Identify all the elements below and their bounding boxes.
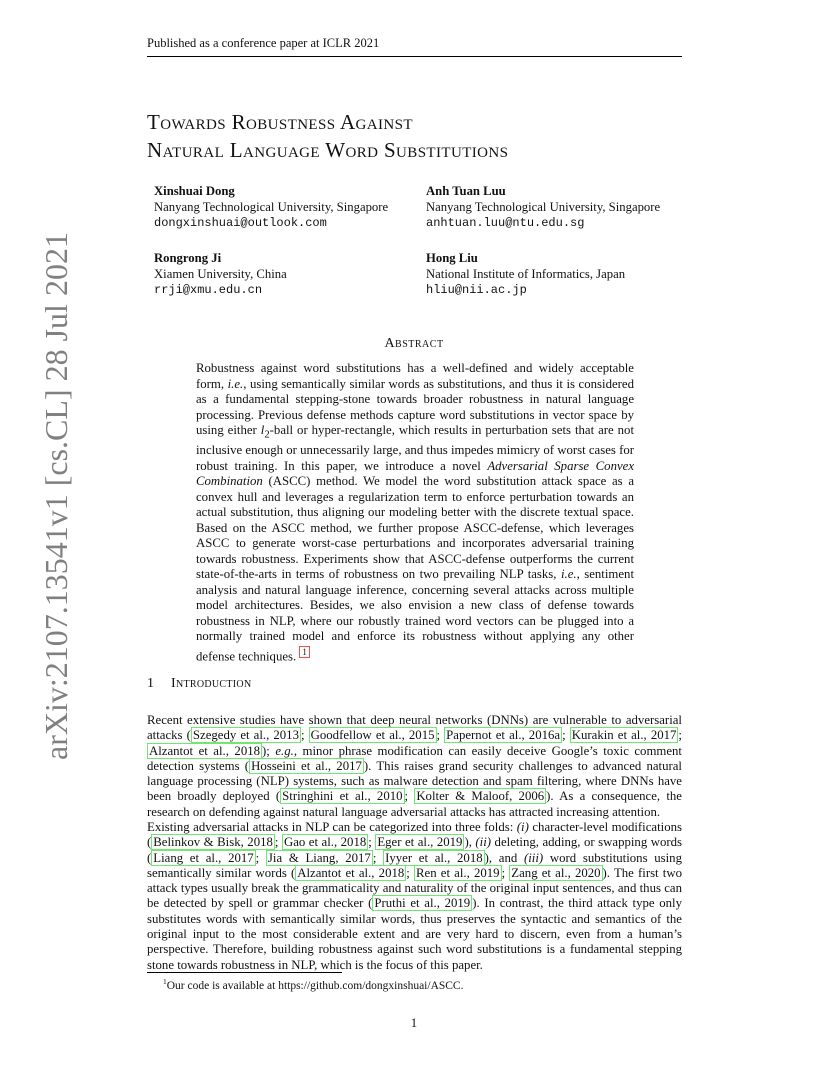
author-affiliation: Nanyang Technological University, Singapore — [154, 199, 389, 214]
citation-link[interactable]: Gao et al., 2018 — [283, 835, 367, 850]
citation-link[interactable]: Liang et al., 2017 — [153, 850, 254, 865]
footnote-text: Our code is available at https://github.com/dongxinshuai/ASCC. — [166, 979, 464, 992]
text-run: ; — [562, 728, 570, 743]
italic-text: l — [260, 423, 265, 437]
page-number: 1 — [410, 1016, 418, 1030]
text-run: ; — [274, 835, 282, 850]
text-run: , using semantically similar words as substitutions, and thus it is considered as a fundamental stepping-stone towards broader robustness in natural language processing. Previous defense methods capture word substitutions in vector space by using either — [196, 376, 634, 437]
author-block — [154, 251, 287, 298]
italic-text: (i) — [516, 820, 529, 834]
text-run: Recent extensive studies have shown that deep neural networks (DNNs) are vulnerable to adversarial attacks ( — [147, 713, 682, 743]
title-line-1: Towards Robustness Against — [147, 110, 413, 134]
text-run: ; — [501, 865, 510, 880]
text-run: ; — [372, 850, 384, 865]
body-paragraph — [147, 713, 682, 820]
author-block — [426, 251, 625, 298]
citation-link[interactable]: Pruthi et al., 2019 — [374, 896, 471, 911]
text-run: ). In contrast, the third attack type only substitutes words with semantically similar words, thus preserves the syntactic and semantics of the original input to the most considerable extent and are very hard to discern, even from a human’s perspective. Therefore, building robustness against such word substitutions is a fundamental stepping stone towards robustness in NLP, which is the focus of this paper. — [147, 896, 682, 972]
citation-link[interactable]: Papernot et al., 2016a — [446, 728, 561, 743]
section-title: Introduction — [171, 676, 252, 691]
text-run: -ball or hyper-rectangle, which results in perturbation sets that are not inclusive enough or unnecessarily large, and thus impedes mimicry of worst cases for robust training. In this paper, we introduce a novel — [196, 423, 634, 473]
citation-link[interactable]: Alzantot et al., 2018 — [297, 865, 405, 880]
text-run: , minor phrase modification can easily deceive Google’s toxic comment detection systems ( — [147, 743, 682, 773]
citation-link[interactable]: Eger et al., 2019 — [377, 835, 463, 850]
footnote — [163, 977, 463, 992]
text-run: , sentiment analysis and natural language inference, concerning several attacks across multiple model architectures. Besides, we also envision a new class of defense towards robustness in NLP, where our robustly trained word vectors can be plugged into a normally trained model and enforce its robustness without applying any other defense techniques. — [196, 567, 634, 663]
running-header: Published as a conference paper at ICLR 2021 — [147, 36, 682, 57]
author-email: anhtuan.luu@ntu.edu.sg — [426, 215, 585, 230]
text-run: ); — [262, 743, 276, 758]
citation-link[interactable]: Ren et al., 2019 — [416, 865, 500, 880]
text-run: character-level modifications ( — [147, 820, 682, 850]
author-email: dongxinshuai@outlook.com — [154, 215, 327, 230]
text-run: (ASCC) method. We model the word substitution attack space as a convex hull and leverages a regularization term to enforce perturbation towards an actual substitution, thus aligning our modeling better with the discrete textual space. Based on the ASCC method, we further propose ASCC-defense, which leverages ASCC to generate worst-case perturbations and incorporates adversarial training towards robustness. Experiments show that ASCC-defense outperforms the current state-of-the-arts in terms of robustness on two prevailing NLP tasks, — [196, 474, 634, 582]
citation-link[interactable]: Szegedy et al., 2013 — [192, 728, 299, 743]
citation-link[interactable]: Alzantot et al., 2018 — [149, 743, 261, 758]
author-block — [426, 184, 660, 231]
citation-link[interactable]: Stringhini et al., 2010 — [282, 789, 403, 804]
italic-text: (ii) — [475, 835, 492, 850]
text-run: deleting, adding, or swapping words ( — [147, 835, 683, 865]
author-name: Hong Liu — [426, 251, 478, 265]
text-run: ; — [368, 835, 376, 850]
text-run: ; — [406, 865, 414, 880]
citation-link[interactable]: Hosseini et al., 2017 — [251, 758, 362, 773]
section-heading — [147, 676, 251, 692]
footnote-link[interactable]: 1 — [299, 646, 310, 658]
citation-link[interactable]: Belinkov & Bisk, 2018 — [153, 835, 273, 850]
citation-link[interactable]: Iyyer et al., 2018 — [385, 850, 483, 865]
section-number: 1 — [147, 676, 155, 691]
italic-text: (iii) — [523, 850, 544, 865]
text-run: ; — [404, 789, 415, 804]
text-run: Existing adversarial attacks in NLP can be categorized into three folds: — [147, 820, 517, 834]
text-run: ), and — [484, 850, 524, 865]
subscript: 2 — [264, 429, 270, 441]
italic-text: i.e. — [227, 376, 244, 391]
citation-link[interactable]: Kurakin et al., 2017 — [571, 728, 677, 743]
text-run: ), — [464, 835, 476, 850]
text-run: ; — [436, 728, 445, 743]
body-paragraph — [147, 820, 682, 973]
italic-text: i.e. — [560, 567, 577, 582]
author-name: Anh Tuan Luu — [426, 184, 506, 198]
text-run: ; — [255, 850, 266, 865]
text-run: word substitutions using semantically similar words ( — [147, 850, 682, 880]
title-line-2: Natural Language Word Substitutions — [147, 138, 509, 162]
paper-title — [147, 108, 707, 164]
text-run: Robustness against word substitutions has a well-defined and widely acceptable form, — [196, 361, 634, 391]
footnote-rule — [147, 972, 342, 973]
italic-text: e.g. — [275, 743, 294, 758]
author-email: rrji@xmu.edu.cn — [154, 282, 263, 297]
text-run: ; — [678, 728, 682, 743]
author-email: hliu@nii.ac.jp — [426, 282, 527, 297]
text-run: ; — [300, 728, 309, 743]
author-affiliation: Nanyang Technological University, Singapore — [426, 199, 661, 214]
author-name: Rongrong Ji — [154, 251, 222, 265]
citation-link[interactable]: Goodfellow et al., 2015 — [310, 728, 435, 743]
citation-link[interactable]: Jia & Liang, 2017 — [267, 850, 371, 865]
arxiv-stamp: arXiv:2107.13541v1 [cs.CL] 28 Jul 2021 — [38, 232, 74, 760]
italic-text: Adversarial Sparse Convex Combination — [196, 458, 635, 489]
text-run: ). The first two attack types usually break the grammaticality and naturality of the original input sentences, and thus can be detected by spell or grammar checker ( — [147, 865, 682, 911]
citation-link[interactable]: Zang et al., 2020 — [511, 865, 601, 880]
author-name: Xinshuai Dong — [154, 184, 235, 198]
author-block — [154, 184, 388, 231]
abstract-heading: Abstract — [384, 336, 444, 351]
text-run: ). This raises grand security challenges to advanced natural language processing (NLP) systems, such as malware detection and spam filtering, where DNNs have been broadly deployed ( — [147, 758, 682, 804]
text-run: ). As a consequence, the research on defending against natural language adversarial attacks has attracted increasing attention. — [147, 789, 682, 819]
footnote-mark: 1 — [163, 977, 167, 986]
author-affiliation: National Institute of Informatics, Japan — [426, 266, 626, 281]
author-affiliation: Xiamen University, China — [154, 266, 287, 281]
citation-link[interactable]: Kolter & Maloof, 2006 — [416, 789, 545, 804]
abstract-body — [196, 361, 634, 664]
